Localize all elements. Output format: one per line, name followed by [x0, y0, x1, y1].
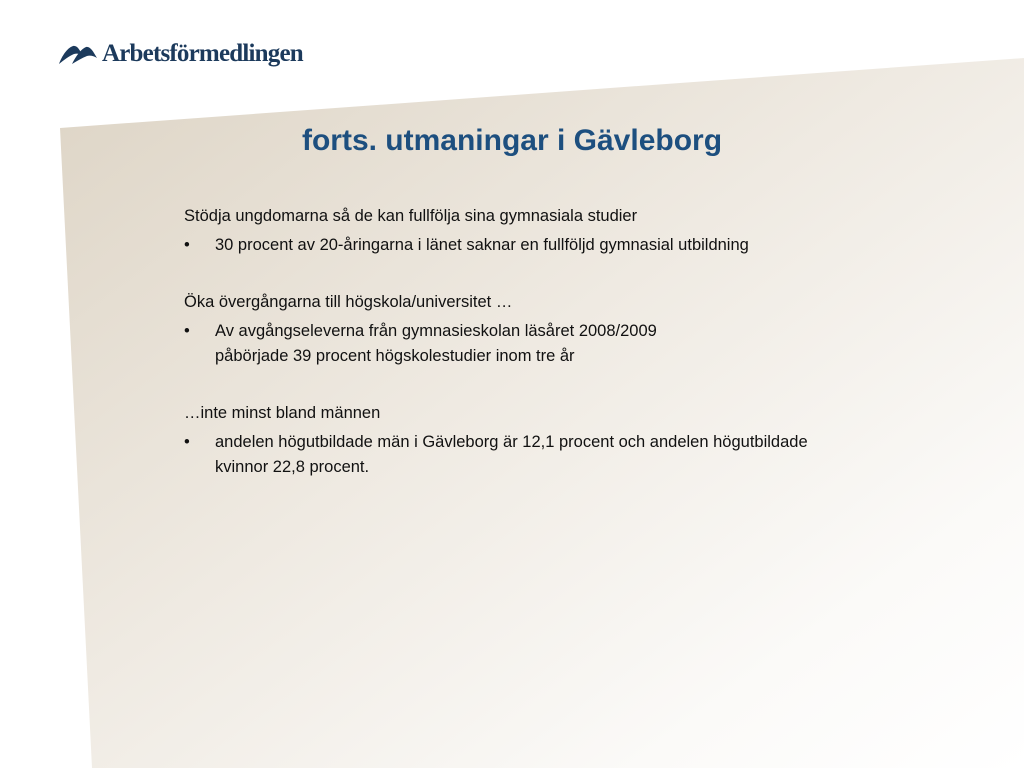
section-heading: Stödja ungdomarna så de kan fullfölja sina gymnasiala studier: [184, 207, 638, 225]
section-heading: …inte minst bland männen: [184, 404, 381, 422]
bullet-symbol: •: [184, 433, 190, 451]
bullet-symbol: •: [184, 236, 190, 254]
section-ungdomar: [184, 204, 964, 258]
bullet-symbol: •: [184, 322, 190, 340]
section-hogskola: [184, 290, 964, 369]
bullet-line-continuation: kvinnor 22,8 procent.: [215, 458, 370, 476]
bullet-text: [215, 233, 964, 258]
slide-content: [184, 204, 964, 512]
logo: [58, 36, 303, 72]
bullet-item: [184, 319, 964, 369]
bullet-line-continuation: påbörjade 39 procent högskolestudier inom tre år: [215, 347, 575, 365]
bullet-item: [184, 430, 964, 480]
logo-text: Arbetsförmedlingen: [102, 40, 303, 67]
logo-mark-icon: [58, 42, 98, 66]
slide-title: [0, 124, 1024, 158]
section-mannen: [184, 401, 964, 480]
bullet-item: [184, 233, 964, 258]
bullet-line: Av avgångseleverna från gymnasieskolan läsåret 2008/2009: [215, 322, 657, 340]
bullet-line: andelen högutbildade män i Gävleborg är 12,1 procent och andelen högutbildade: [215, 433, 808, 451]
bullet-line: 30 procent av 20-åringarna i länet saknar en fullföljd gymnasial utbildning: [215, 236, 749, 254]
bullet-text: [215, 319, 964, 369]
slide-title-text: forts. utmaningar i Gävleborg: [301, 124, 723, 157]
bullet-text: [215, 430, 964, 480]
section-heading: Öka övergångarna till högskola/universitet …: [184, 293, 513, 311]
